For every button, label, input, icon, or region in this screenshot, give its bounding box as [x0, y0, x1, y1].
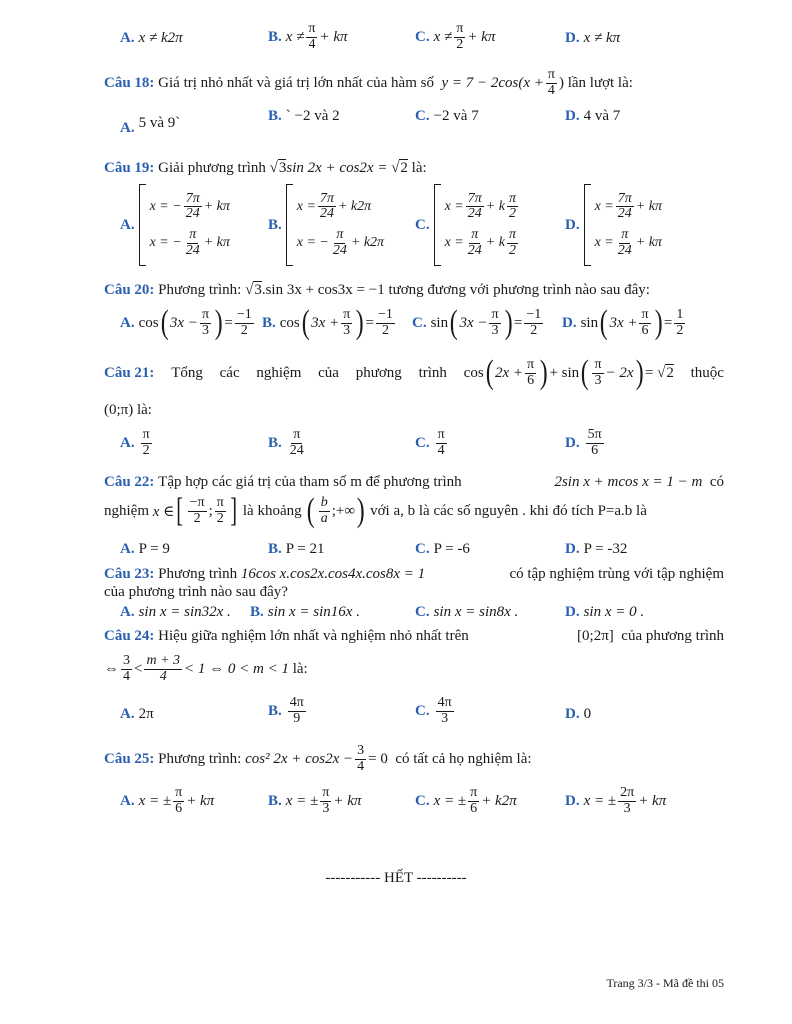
option-label: B. [268, 108, 282, 124]
option-label: C. [415, 541, 430, 557]
formula: 16cos x.cos2x.cos4x.cos8x = 1 [240, 566, 426, 582]
option-label: D. [565, 30, 580, 46]
q22-option-c: C. P = -6 [415, 541, 470, 557]
interval: [0;2π] [577, 628, 614, 644]
option-label: A. [120, 30, 135, 46]
q20-option-b: B. cos ( 3x + $\frac{\pi}{3}$ ) = $\frac{-1}{2}$ [262, 304, 393, 341]
q22-option-d: D. P = -32 [565, 541, 628, 557]
question-number: Câu 21: [104, 364, 155, 381]
option-label: D. [565, 434, 580, 451]
q19-option-c [415, 184, 520, 266]
q24-option-a: A. 2π [120, 706, 154, 722]
question-number: Câu 23: [104, 566, 155, 582]
q17-option-b [268, 22, 348, 52]
option-label: C. [415, 604, 430, 620]
q21-stem: Câu 21: Tổng các nghiệm của phương trình cos ( 2x + $\frac{\pi}{6}$ ) + sin ( $\frac{\pi}{3}$ − 2x ) = √ 2 thuộc [104, 354, 724, 391]
q19-stem [104, 160, 427, 177]
q17-option-c [415, 22, 495, 52]
formula: sin 2x + cos2x = [286, 160, 388, 176]
option-text: ` −2 và 2 [285, 108, 340, 124]
formula: ) [558, 74, 564, 91]
option-label: C. [415, 702, 430, 719]
sqrt-2: √2 [391, 160, 408, 176]
question-number: Câu 22: [104, 474, 155, 490]
q23-option-c: C. sin x = sin8x . [415, 604, 519, 620]
option-label: B. [268, 541, 282, 557]
option-text: 4 và 7 [583, 108, 621, 124]
question-text: tương đương với phương trình nào sau đây: [388, 282, 650, 298]
q25-stem: Câu 25: Phương trình: cos² 2x + cos2x − $\frac{3}{4}$ = 0 có tất cả họ nghiệm là: [104, 743, 532, 774]
option-label: C. [415, 216, 430, 233]
option-label: B. [268, 702, 282, 719]
option-text: x ≠ kπ [583, 30, 621, 46]
option-label: D. [565, 604, 580, 620]
fraction: $\frac{\pi}{2}$ [456, 21, 464, 52]
question-text: Tập hợp các giá trị của tham số m để phương trình [158, 474, 462, 490]
option-label: C. [415, 28, 430, 45]
q18-option-c [415, 108, 479, 125]
option-text: + kπ [319, 28, 348, 45]
equation-system: x = $\frac{7\pi}{24}$ + kπ x = $\frac{\pi}{24}$ + kπ [584, 184, 662, 266]
option-label: B. [268, 792, 282, 809]
q23-stem-line2: của phương trình nào sau đây? [104, 584, 288, 600]
option-label: A. [120, 541, 135, 557]
q21-option-c: C. $\frac{\pi}{4}$ [415, 427, 445, 458]
q24-option-b: B. $\frac{4\pi}{9}$ [268, 695, 304, 726]
q20-option-a: A. cos ( 3x − $\frac{\pi}{3}$ ) = $\frac{-1}{2}$ [120, 304, 252, 341]
q19-option-b [268, 184, 384, 266]
question-text: Phương trình: [158, 282, 242, 298]
option-label: A. [120, 314, 135, 331]
formula: y = 7 − 2cos(x + [441, 74, 544, 91]
option-label: B. [268, 434, 282, 451]
option-label: D. [565, 541, 580, 557]
option-label: D. [565, 216, 580, 233]
q20-stem [104, 282, 650, 299]
question-text: Giá trị nhỏ nhất và giá trị lớn nhất của hàm số [158, 74, 434, 91]
q23-stem: Câu 23: Phương trình 16cos x.cos2x.cos4x.cos8x = 1 có tập nghiệm trùng với tập nghiệm [104, 566, 724, 582]
q22-option-b: B. P = 21 [268, 541, 325, 557]
option-label: B. [268, 216, 282, 233]
option-text: x ≠ [433, 28, 453, 45]
end-mark: ----------- HẾT ---------- [325, 870, 467, 886]
q18-option-d [565, 108, 620, 125]
question-text: là: [136, 402, 152, 418]
option-text: x ≠ [285, 28, 305, 45]
option-label: B. [250, 604, 264, 620]
option-label: D. [565, 108, 580, 124]
q18-stem [104, 68, 633, 98]
q23-option-b: B. sin x = sin16x . [250, 604, 360, 620]
option-label: D. [562, 314, 577, 331]
equation-system: x = $\frac{7\pi}{24}$ + k $\frac{\pi}{2}$ x = $\frac{\pi}{24}$ + k $\frac{\pi}{2}$ [434, 184, 520, 266]
q21-stem-line2 [104, 402, 152, 419]
option-label: A. [120, 120, 135, 136]
q17-option-d [565, 30, 620, 47]
option-text: 5 và 9` [138, 115, 181, 131]
interval: (0;π) [104, 402, 134, 418]
q18-option-b [268, 108, 340, 125]
question-text: Giải phương trình [158, 160, 266, 176]
option-label: A. [120, 434, 135, 451]
equation-system: x = $\frac{7\pi}{24}$ + k2π x = − $\frac{\pi}{24}$ + k2π [286, 184, 384, 266]
q21-option-d: D. $\frac{5\pi}{6}$ [565, 427, 602, 458]
option-label: B. [268, 28, 282, 45]
option-label: D. [565, 792, 580, 809]
q23-option-a: A. sin x = sin32x . [120, 604, 231, 620]
option-text: −2 và 7 [433, 108, 479, 124]
q19-option-d [565, 184, 662, 266]
option-label: C. [415, 792, 430, 809]
q20-option-d: D. sin ( 3x + $\frac{\pi}{6}$ ) = $\frac{1}{2}$ [562, 304, 684, 341]
question-text: là: [411, 160, 427, 176]
q22-stem-line2: nghiệm x ∈ [ $\frac{-\pi}{2}$ ; $\frac{\pi}{2}$ ] là khoảng ( $\frac{b}{a}$ ;+∞ ) với a, b là các số nguyên . khi đó tích P=a.b là [104, 492, 647, 529]
page-footer: Trang 3/3 - Mã đề thi 05 [606, 976, 724, 990]
q19-option-a [120, 184, 230, 266]
question-text: lần lượt là: [567, 74, 633, 91]
q20-option-c: C. sin ( 3x − $\frac{\pi}{3}$ ) = $\frac{-1}{2}$ [412, 304, 542, 341]
formula: .sin 3x + cos3x = −1 [261, 282, 385, 298]
q25-option-b: B. x = ± $\frac{\pi}{3}$ + kπ [268, 785, 362, 816]
q24-stem: Câu 24: Hiệu giữa nghiệm lớn nhất và nghiệm nhỏ nhất trên [0;2π] của phương trình [104, 628, 724, 644]
question-number: Câu 25: [104, 750, 155, 767]
fraction: $\frac{\pi}{4}$ [308, 21, 316, 52]
option-text: x ≠ k2π [138, 30, 183, 46]
q21-option-b: B. $\frac{\pi}{24}$ [268, 427, 304, 458]
question-number: Câu 20: [104, 282, 155, 298]
q24-option-c: C. $\frac{4\pi}{3}$ [415, 695, 452, 726]
option-label: A. [120, 792, 135, 809]
q21-option-a: A. $\frac{\pi}{2}$ [120, 427, 150, 458]
option-label: C. [415, 434, 430, 451]
option-label: A. [120, 706, 135, 722]
formula: 2sin x + mcos x = 1 − m [554, 474, 703, 490]
formula: cos ( 2x + $\frac{\pi}{6}$ ) + sin ( $\frac{\pi}{3}$ − 2x ) = √ 2 [463, 354, 674, 391]
sqrt-3: √3 [269, 160, 287, 176]
q17-option-a [120, 30, 183, 47]
option-label: A. [120, 216, 135, 233]
q22-option-a: A. P = 9 [120, 541, 170, 557]
q25-option-c: C. x = ± $\frac{\pi}{6}$ + k2π [415, 785, 517, 816]
q25-option-d: D. x = ± $\frac{2\pi}{3}$ + kπ [565, 785, 667, 816]
option-label: B. [262, 314, 276, 331]
q25-option-a: A. x = ± $\frac{\pi}{6}$ + kπ [120, 785, 215, 816]
question-number: Câu 19: [104, 160, 155, 176]
q24-stem-line2: ⇔ $\frac{3}{4}$ < $\frac{m + 3}{4}$ < 1 ⇔ 0 < m < 1 là: [104, 653, 308, 684]
question-number: Câu 24: [104, 628, 155, 644]
q24-option-d: D. 0 [565, 706, 592, 722]
option-label: C. [415, 108, 430, 124]
q22-stem: Câu 22: Tập hợp các giá trị của tham số m để phương trình 2sin x + mcos x = 1 − m có [104, 474, 724, 490]
option-text: + kπ [467, 28, 496, 45]
formula: cos² 2x + cos2x − [245, 750, 354, 767]
option-label: A. [120, 604, 135, 620]
sqrt-3: √3 [245, 282, 262, 298]
question-number: Câu 18: [104, 74, 155, 91]
fraction: $\frac{\pi}{4}$ [547, 67, 555, 98]
option-label: C. [412, 314, 427, 331]
option-label: D. [565, 706, 580, 722]
equation-system: x = − $\frac{7\pi}{24}$ + kπ x = − $\frac{\pi}{24}$ + kπ [139, 184, 230, 266]
q18-option-a [120, 110, 180, 137]
q23-option-d: D. sin x = 0 . [565, 604, 645, 620]
